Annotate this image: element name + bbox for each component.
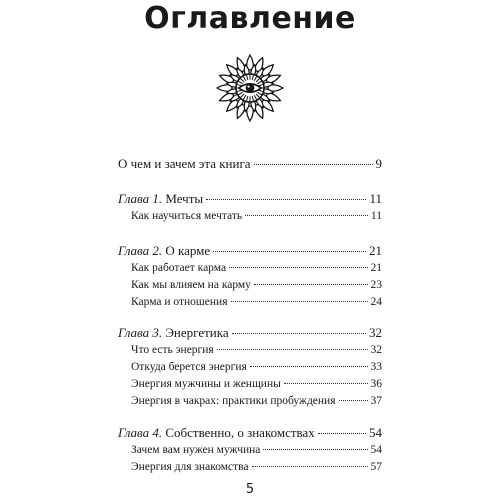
toc-page-number: 33 (370, 361, 382, 373)
toc-page-number: 54 (369, 425, 382, 440)
chapter-label: Глава 2. (118, 243, 163, 258)
toc-title: Откуда берется энергия (131, 361, 247, 373)
dot-leader (217, 349, 368, 350)
toc-title: Зачем вам нужен мужчина (131, 444, 261, 456)
toc-chapter-row (118, 243, 382, 259)
dot-leader (206, 199, 366, 200)
dot-leader (254, 164, 373, 165)
toc-entry-text (131, 260, 226, 276)
toc-entry-text (118, 156, 251, 172)
dot-leader (284, 383, 368, 384)
toc-entry-text (131, 442, 260, 458)
chapter-label: Глава 3. (118, 325, 163, 340)
dot-leader (229, 267, 367, 268)
mandala-eye-icon (215, 53, 285, 123)
toc-page-number: 21 (369, 243, 382, 258)
toc-page-number: 37 (370, 395, 382, 407)
toc-entry-text (118, 325, 229, 341)
toc-page-number: 32 (370, 344, 382, 356)
toc-section-row (131, 277, 382, 293)
toc-title: Как научиться мечтать (131, 210, 243, 222)
toc-entry-text (131, 393, 336, 409)
toc-chapter-row (118, 156, 382, 172)
toc-entry-text (131, 459, 249, 475)
toc-title: Как мы влияем на карму (131, 279, 251, 291)
toc-page-number: 9 (375, 156, 382, 171)
page-title: Оглавление (144, 1, 356, 36)
toc-page-number: 36 (370, 378, 382, 390)
toc-page-number: 21 (370, 262, 382, 274)
toc-entry-text (118, 191, 203, 207)
toc-entry-text (131, 277, 251, 293)
toc-title: Энергия в чакрах: практики пробуждения (131, 395, 336, 407)
dot-leader (263, 449, 367, 450)
toc-section-row (131, 294, 382, 310)
dot-leader (245, 215, 368, 216)
dot-leader (252, 466, 368, 467)
toc-page-number: 11 (370, 210, 382, 222)
toc-page-number: 23 (370, 279, 382, 291)
toc-title: Что есть энергия (131, 344, 214, 356)
toc-title: Энергия для знакомства (131, 461, 249, 473)
toc-section-row (131, 359, 382, 375)
toc-page-number: 57 (370, 461, 382, 473)
page-number: 5 (245, 482, 255, 497)
toc-title: Энергетика (165, 325, 229, 340)
toc-section-row (131, 442, 382, 458)
toc-title: Мечты (165, 191, 204, 206)
toc-page-number: 54 (370, 444, 382, 456)
toc-section-row (131, 342, 382, 358)
toc-chapter-row (118, 425, 382, 441)
toc-entry-text (131, 376, 281, 392)
toc-section-row (131, 393, 382, 409)
toc-title: Карма и отношения (131, 296, 228, 308)
toc-title: Энергия мужчины и женщины (131, 378, 281, 390)
toc-entry-text (131, 208, 242, 224)
toc-entry-text (131, 342, 214, 358)
toc-page-number: 11 (369, 191, 382, 206)
toc-chapter-row (118, 325, 382, 341)
dot-leader (231, 301, 368, 302)
toc-section-row (131, 459, 382, 475)
toc-page-number: 24 (370, 296, 382, 308)
dot-leader (250, 366, 368, 367)
toc-entry-text (118, 425, 315, 441)
toc-chapter-row (118, 191, 382, 207)
toc-page-number: 32 (369, 325, 382, 340)
toc-title: Как работает карма (131, 262, 227, 274)
chapter-label: Глава 4. (118, 425, 163, 440)
toc-entry-text (118, 243, 210, 259)
dot-leader (232, 333, 366, 334)
toc-title: О чем и зачем эта книга (118, 156, 251, 171)
toc-section-row (131, 260, 382, 276)
toc-entry-text (131, 294, 228, 310)
toc-title: О карме (165, 243, 211, 258)
toc-entry-text (131, 359, 247, 375)
dot-leader (339, 400, 368, 401)
dot-leader (213, 251, 366, 252)
toc-title: Собственно, о знакомствах (165, 425, 315, 440)
dot-leader (254, 284, 368, 285)
toc-section-row (131, 208, 382, 224)
dot-leader (318, 433, 366, 434)
toc-section-row (131, 376, 382, 392)
chapter-label: Глава 1. (118, 191, 163, 206)
